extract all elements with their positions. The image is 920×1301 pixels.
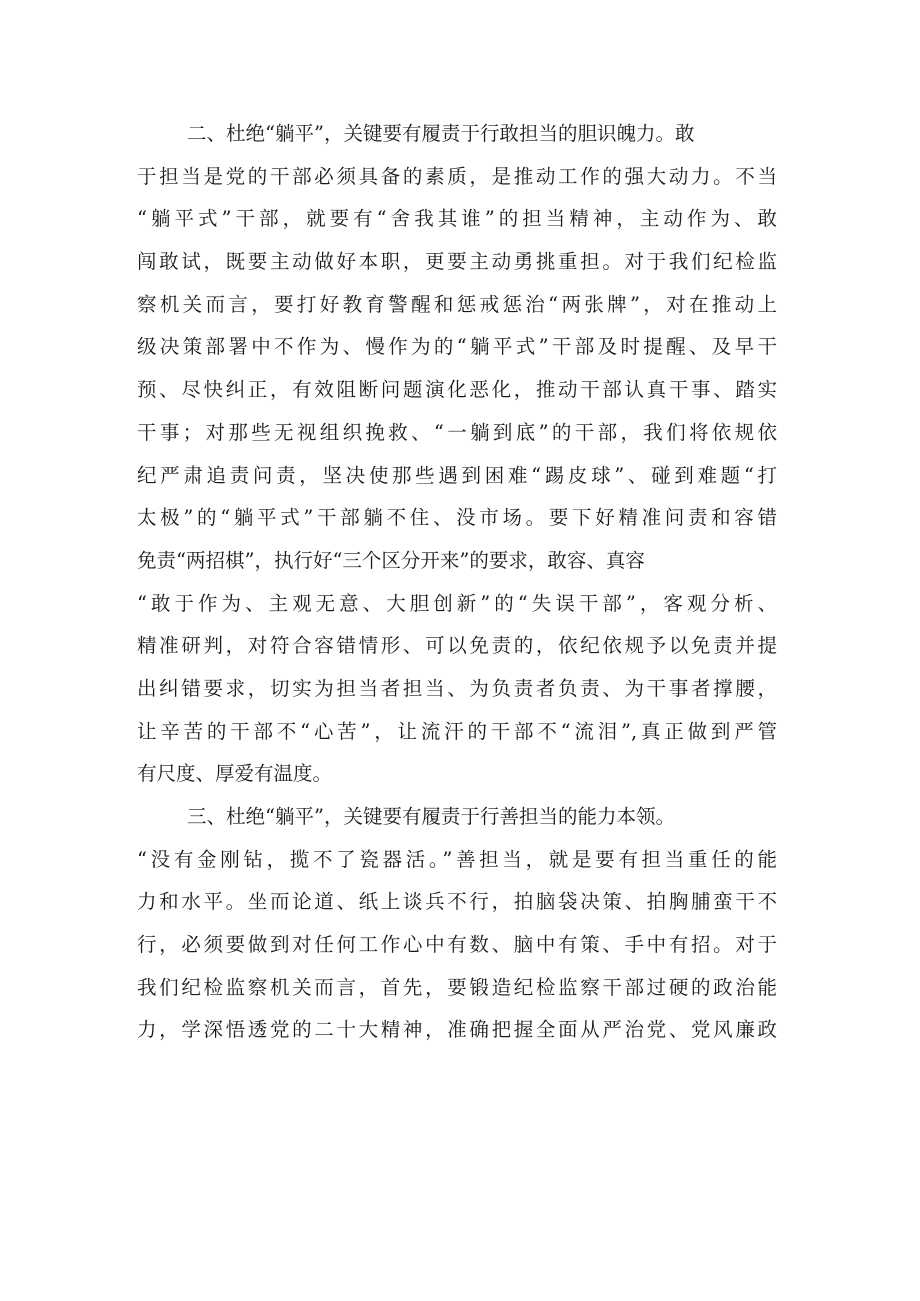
paragraph-line: 免责“两招棋”，执行好“三个区分开来”的要求，敢容、真容 [137, 548, 645, 572]
paragraph-line: 出纠错要求，切实为担当者担当、为负责者负责、为干事者撑腰， [137, 676, 777, 700]
paragraph-line: 我们纪检监察机关而言，首先，要锻造纪检监察干部过硬的政治能 [137, 975, 777, 999]
paragraph-line: 预、尽快纠正，有效阻断问题演化恶化，推动干部认真干事、踏实 [137, 378, 777, 402]
document-body [137, 113, 777, 1052]
paragraph-line: 级决策部署中不作为、慢作为的“躺平式”干部及时提醒、及早干 [137, 335, 777, 359]
section-two-heading-line: 二、杜绝“躺平”，关键要有履责于行敢担当的胆识魄力。敢 [187, 122, 695, 145]
paragraph-line: “没有金刚钻，揽不了瓷器活。”善担当，就是要有担当重任的能 [137, 847, 777, 871]
paragraph-line: 闯敢试，既要主动做好本职，更要主动勇挑重担。对于我们纪检监 [137, 250, 777, 274]
paragraph-line: 力，学深悟透党的二十大精神，准确把握全面从严治党、党风廉政 [137, 1018, 777, 1042]
paragraph-line: 行，必须要做到对任何工作心中有数、脑中有策、手中有招。对于 [137, 933, 777, 957]
paragraph-line: 于担当是党的干部必须具备的素质，是推动工作的强大动力。不当 [137, 164, 777, 188]
paragraph-line: “躺平式”干部，就要有“舍我其谁”的担当精神，主动作为、敢 [137, 207, 777, 231]
paragraph-line: “敢于作为、主观无意、大胆创新”的“失误干部”，客观分析、 [137, 591, 777, 615]
section-three-heading-line: 三、杜绝“躺平”，关键要有履责于行善担当的能力本领。 [187, 805, 675, 828]
paragraph-line: 纪严肃追责问责，坚决使那些遇到困难“踢皮球”、碰到难题“打 [137, 463, 777, 487]
paragraph-line: 让辛苦的干部不“心苦”，让流汗的干部不“流泪”,真正做到严管 [137, 719, 777, 743]
paragraph-line: 精准研判，对符合容错情形、可以免责的，依纪依规予以免责并提 [137, 634, 777, 658]
paragraph-line: 太极”的“躺平式”干部躺不住、没市场。要下好精准问责和容错 [137, 506, 777, 530]
paragraph-line: 干事；对那些无视组织挽救、“一躺到底”的干部，我们将依规依 [137, 420, 777, 444]
paragraph-line: 察机关而言，要打好教育警醒和惩戒惩治“两张牌”，对在推动上 [137, 292, 777, 316]
paragraph-last-line: 有尺度、厚爱有温度。 [137, 762, 333, 786]
paragraph-line: 力和水平。坐而论道、纸上谈兵不行，拍脑袋决策、拍胸脯蛮干不 [137, 890, 777, 914]
